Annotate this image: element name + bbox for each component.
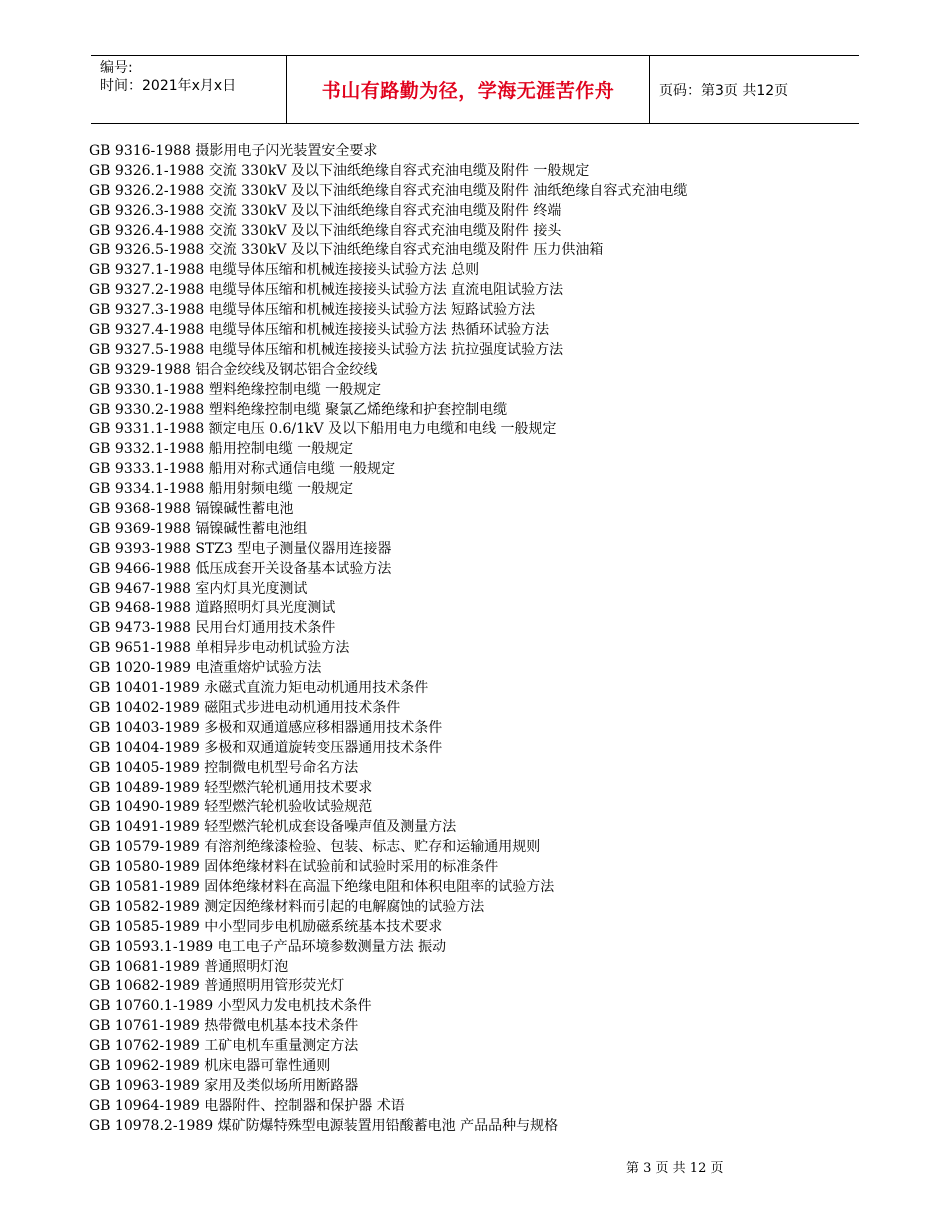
standard-entry: GB 10581-1989 固体绝缘材料在高温下绝缘电阻和体积电阻率的试验方法 (89, 878, 555, 895)
standard-entry: GB 10585-1989 中小型同步电机励磁系统基本技术要求 (89, 918, 443, 935)
standard-entry: GB 9332.1-1988 船用控制电缆 一般规定 (89, 441, 354, 458)
standard-entry: GB 9326.3-1988 交流 330kV 及以下油纸绝缘自容式充油电缆及附件 终端 (89, 202, 562, 219)
standard-entry: GB 9326.1-1988 交流 330kV 及以下油纸绝缘自容式充油电缆及附件 一般规定 (89, 162, 590, 179)
standard-entry: GB 10593.1-1989 电工电子产品环境参数测量方法 振动 (89, 938, 447, 955)
standard-entry: GB 10490-1989 轻型燃汽轮机验收试验规范 (89, 799, 373, 816)
standard-entry: GB 10489-1989 轻型燃汽轮机通用技术要求 (89, 779, 373, 796)
standard-entry: GB 10978.2-1989 煤矿防爆特殊型电源装置用铅酸蓄电池 产品品种与规格 (89, 1117, 559, 1134)
standard-entry: GB 9334.1-1988 船用射频电缆 一般规定 (89, 481, 354, 498)
standard-entry: GB 10402-1989 磁阻式步进电动机通用技术条件 (89, 699, 401, 716)
header-page-info: 页码：第3页 共12页 (659, 82, 789, 99)
standard-entry: GB 9326.2-1988 交流 330kV 及以下油纸绝缘自容式充油电缆及附件 油纸绝缘自容式充油电缆 (89, 182, 688, 199)
standard-entry: GB 9327.2-1988 电缆导体压缩和机械连接接头试验方法 直流电阻试验方法 (89, 282, 564, 299)
standard-entry: GB 10401-1989 永磁式直流力矩电动机通用技术条件 (89, 680, 429, 697)
standard-entry: GB 10405-1989 控制微电机型号命名方法 (89, 759, 359, 776)
standard-entry: GB 10582-1989 测定因绝缘材料而引起的电解腐蚀的试验方法 (89, 898, 485, 915)
standard-entry: GB 9331.1-1988 额定电压 0.6/1kV 及以下船用电力电缆和电线 一般规定 (89, 421, 557, 438)
standard-entry: GB 10681-1989 普通照明灯泡 (89, 958, 289, 975)
standard-entry: GB 9330.1-1988 塑料绝缘控制电缆 一般规定 (89, 381, 382, 398)
standard-entry: GB 10579-1989 有溶剂绝缘漆检验、包装、标志、贮存和运输通用规则 (89, 839, 541, 856)
standard-entry: GB 10964-1989 电器附件、控制器和保护器 术语 (89, 1097, 405, 1114)
standard-entry: GB 10403-1989 多极和双通道感应移相器通用技术条件 (89, 719, 443, 736)
standard-entry: GB 10760.1-1989 小型风力发电机技术条件 (89, 998, 372, 1015)
standard-entry: GB 9327.4-1988 电缆导体压缩和机械连接接头试验方法 热循环试验方法 (89, 322, 550, 339)
standard-entry: GB 9473-1988 民用台灯通用技术条件 (89, 620, 336, 637)
standard-entry: GB 9316-1988 摄影用电子闪光装置安全要求 (89, 143, 378, 159)
document-time-label: 时间：2021年x月x日 (100, 78, 237, 94)
standard-entry: GB 10963-1989 家用及类似场所用断路器 (89, 1077, 359, 1094)
standard-entry: GB 10580-1989 固体绝缘材料在试验前和试验时采用的标准条件 (89, 859, 499, 876)
header-motto: 书山有路勤为径，学海无涯苦作舟 (321, 80, 615, 102)
standard-entry: GB 10682-1989 普通照明用管形荧光灯 (89, 978, 345, 995)
standard-entry: GB 10404-1989 多极和双通道旋转变压器通用技术条件 (89, 739, 443, 756)
standard-entry: GB 9467-1988 室内灯具光度测试 (89, 580, 308, 597)
standard-entry: GB 10761-1989 热带微电机基本技术条件 (89, 1018, 359, 1035)
standard-entry: GB 9369-1988 镉镍碱性蓄电池组 (89, 520, 308, 537)
standard-entry: GB 9466-1988 低压成套开关设备基本试验方法 (89, 560, 392, 577)
standard-entry: GB 9329-1988 铝合金绞线及钢芯铝合金绞线 (89, 361, 378, 378)
standard-entry: GB 1020-1989 电渣重熔炉试验方法 (89, 660, 322, 677)
standard-entry: GB 10762-1989 工矿电机车重量测定方法 (89, 1038, 359, 1055)
standard-entry: GB 9326.5-1988 交流 330kV 及以下油纸绝缘自容式充油电缆及附件 压力供油箱 (89, 242, 604, 259)
standard-entry: GB 9368-1988 镉镍碱性蓄电池 (89, 501, 294, 518)
standard-entry: GB 9330.2-1988 塑料绝缘控制电缆 聚氯乙烯绝缘和护套控制电缆 (89, 401, 508, 418)
header-meta (91, 56, 285, 123)
header-page-cell (650, 56, 859, 123)
standard-entry: GB 10962-1989 机床电器可靠性通则 (89, 1057, 331, 1074)
standard-entry: GB 9333.1-1988 船用对称式通信电缆 一般规定 (89, 461, 396, 478)
page-header (91, 55, 859, 124)
standard-entry: GB 10491-1989 轻型燃汽轮机成套设备噪声值及测量方法 (89, 819, 457, 836)
standard-entry: GB 9326.4-1988 交流 330kV 及以下油纸绝缘自容式充油电缆及附件 接头 (89, 222, 562, 239)
standard-entry: GB 9327.3-1988 电缆导体压缩和机械连接接头试验方法 短路试验方法 (89, 302, 536, 319)
page-footer: 第 3 页 共 12 页 (626, 1161, 724, 1176)
standards-list (89, 142, 889, 1137)
standard-entry: GB 9327.5-1988 电缆导体压缩和机械连接接头试验方法 抗拉强度试验方法 (89, 341, 564, 358)
standard-entry: GB 9327.1-1988 电缆导体压缩和机械连接接头试验方法 总则 (89, 262, 480, 279)
header-motto-cell (286, 56, 650, 123)
document-number-label: 编号: (100, 60, 133, 76)
standard-entry: GB 9393-1988 STZ3 型电子测量仪器用连接器 (89, 540, 392, 557)
standard-entry: GB 9651-1988 单相异步电动机试验方法 (89, 640, 350, 657)
standard-entry: GB 9468-1988 道路照明灯具光度测试 (89, 600, 336, 617)
